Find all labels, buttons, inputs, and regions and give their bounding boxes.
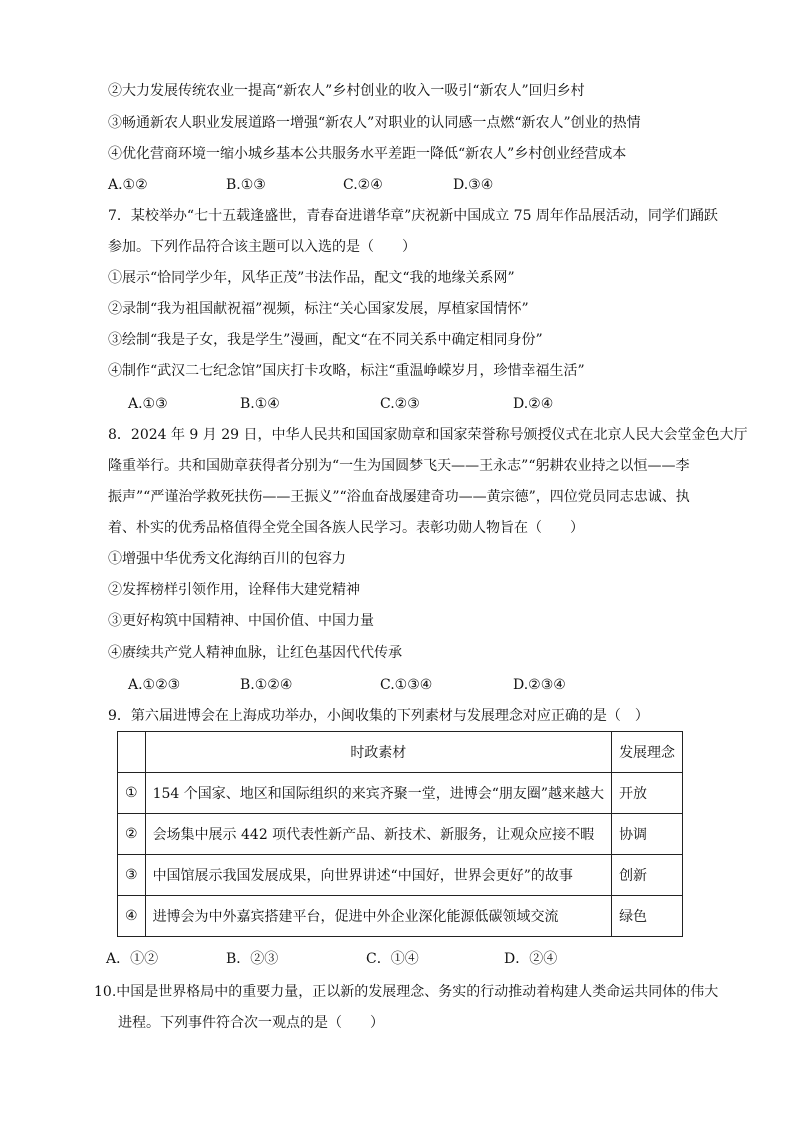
q9-option-c: C．①④ xyxy=(366,951,419,967)
q6-option-c: C.②④ xyxy=(343,177,383,193)
q6-item-3: ③畅通新农人职业发展道路一增强“新农人”对职业的认同感一点燃“新农人”创业的热情 xyxy=(108,115,641,131)
table-row xyxy=(118,855,683,896)
row-material: 154 个国家、地区和国际组织的来宾齐聚一堂，进博会“朋友圈”越来越大 xyxy=(145,773,612,814)
q6-item-4: ④优化营商环境一缩小城乡基本公共服务水平差距一降低“新农人”乡村创业经营成本 xyxy=(108,146,627,162)
q8-option-c: C.①③④ xyxy=(380,677,433,693)
table-row xyxy=(118,773,683,814)
q7-options xyxy=(128,394,578,414)
q8-options xyxy=(128,675,598,695)
row-concept: 创新 xyxy=(612,855,683,896)
row-concept: 开放 xyxy=(612,773,683,814)
row-material: 会场集中展示 442 项代表性新产品、新技术、新服务，让观众应接不暇 xyxy=(145,814,612,855)
row-index: ② xyxy=(118,814,146,855)
q8-option-d: D.②③④ xyxy=(513,677,566,693)
q7-option-b: B.①④ xyxy=(240,396,280,412)
q9-stem: 9．第六届进博会在上海成功举办，小闽收集的下列素材与发展理念对应正确的是（ ） xyxy=(108,708,649,724)
q8-item-4: ④赓续共产党人精神血脉，让红色基因代代传承 xyxy=(108,645,402,661)
table-row xyxy=(118,896,683,937)
q9-option-d: D．②④ xyxy=(504,951,558,967)
q10-stem-line-1: 10.中国是世界格局中的重要力量，正以新的发展理念、务实的行动推动着构建人类命运共同体的伟大 xyxy=(94,984,719,1000)
row-index: ④ xyxy=(118,896,146,937)
q7-option-c: C.②③ xyxy=(380,396,420,412)
table-header-row xyxy=(118,732,683,773)
q6-option-a: A.①② xyxy=(108,177,148,193)
row-index: ③ xyxy=(118,855,146,896)
q8-item-2: ②发挥榜样引领作用，诠释伟大建党精神 xyxy=(108,582,360,598)
q8-stem-line-3: 振声”“严谨治学救死扶伤——王振义”“浴血奋战屡建奇功——黄宗德”，四位党员同志忠诚、执 xyxy=(108,489,690,505)
q7-item-2: ②录制“我为祖国献祝福”视频，标注“关心国家发展，厚植家国情怀” xyxy=(108,301,529,317)
q7-item-4: ④制作“武汉二七纪念馆”国庆打卡攻略，标注“重温峥嵘岁月，珍惜幸福生活” xyxy=(108,363,585,379)
q10-stem-line-2: 进程。下列事件符合次一观点的是（ ） xyxy=(118,1015,384,1031)
q9-material-table xyxy=(117,731,683,937)
q9-option-a: A．①② xyxy=(106,951,159,967)
q8-item-3: ③更好构筑中国精神、中国价值、中国力量 xyxy=(108,613,374,629)
row-index: ① xyxy=(118,773,146,814)
q9-options xyxy=(106,949,586,969)
q9-option-b: B．②③ xyxy=(226,951,279,967)
row-material: 中国馆展示我国发展成果，向世界讲述“中国好，世界会更好”的故事 xyxy=(145,855,612,896)
row-concept: 绿色 xyxy=(612,896,683,937)
table-header-concept: 发展理念 xyxy=(612,732,683,773)
q6-option-d: D.③④ xyxy=(453,177,494,193)
q7-option-d: D.②④ xyxy=(513,396,554,412)
q8-option-b: B.①②④ xyxy=(240,677,293,693)
q7-option-a: A.①③ xyxy=(128,396,168,412)
row-concept: 协调 xyxy=(612,814,683,855)
q6-option-b: B.①③ xyxy=(226,177,266,193)
table-row xyxy=(118,814,683,855)
q8-stem-line-4: 着、朴实的优秀品格值得全党全国各族人民学习。表彰功勋人物旨在（ ） xyxy=(108,520,584,536)
row-material: 进博会为中外嘉宾搭建平台，促进中外企业深化能源低碳领域交流 xyxy=(145,896,612,937)
q8-stem-line-1: 8．2024 年 9 月 29 日，中华人民共和国国家勋章和国家荣誉称号颁授仪式在北京人民大会堂金色大厅 xyxy=(108,427,748,443)
q7-stem-line-1: 7．某校举办“七十五载逢盛世，青春奋进谱华章”庆祝新中国成立 75 周年作品展活动，同学们踊跃 xyxy=(108,208,718,224)
q7-stem-line-2: 参加。下列作品符合该主题可以入选的是（ ） xyxy=(108,239,416,255)
q6-item-2: ②大力发展传统农业一提高“新农人”乡村创业的收入一吸引“新农人”回归乡村 xyxy=(108,83,585,99)
table-header-material: 时政素材 xyxy=(145,732,612,773)
table-header-index xyxy=(118,732,146,773)
q8-stem-line-2: 隆重举行。共和国勋章获得者分别为“一生为国圆梦飞天——王永志”“躬耕农业持之以恒——李 xyxy=(108,458,690,474)
q6-options xyxy=(108,175,528,195)
q7-item-3: ③绘制“我是子女，我是学生”漫画，配文“在不同关系中确定相同身份” xyxy=(108,332,543,348)
q7-item-1: ①展示“恰同学少年，风华正茂”书法作品，配文“我的地缘关系网” xyxy=(108,270,515,286)
q8-item-1: ①增强中华优秀文化海纳百川的包容力 xyxy=(108,551,346,567)
q8-option-a: A.①②③ xyxy=(128,677,181,693)
